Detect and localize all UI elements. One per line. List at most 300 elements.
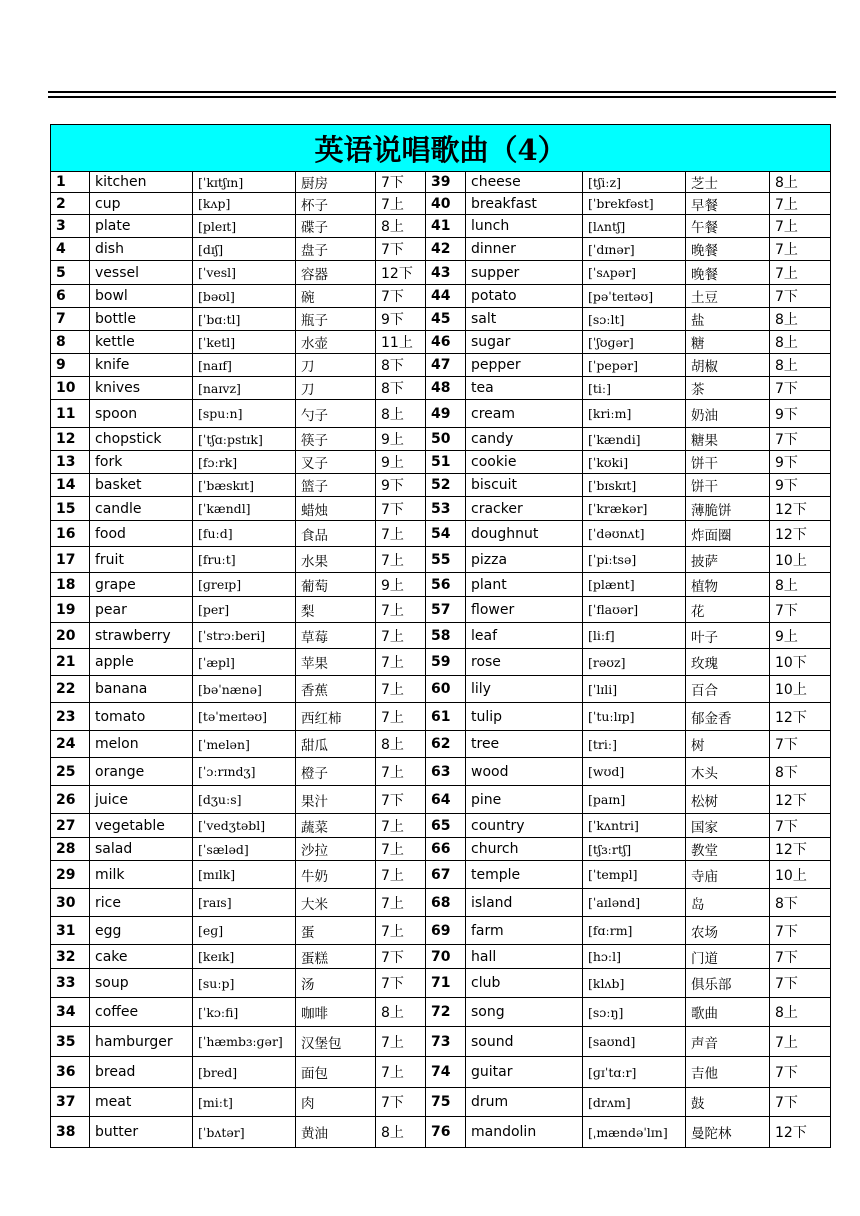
- phonetic: [pleɪt]: [193, 215, 296, 238]
- table-row: [51, 261, 831, 285]
- table-row: [51, 998, 831, 1027]
- phonetic: [fruːt]: [193, 547, 296, 573]
- english-word: cheese: [466, 172, 583, 193]
- word-number: 30: [51, 889, 90, 917]
- chinese-meaning: 岛: [686, 889, 770, 917]
- table-row: [51, 308, 831, 331]
- word-number: 61: [426, 703, 466, 731]
- grade-level: 8上: [770, 354, 831, 377]
- chinese-meaning: 盐: [686, 308, 770, 331]
- phonetic: [wʊd]: [583, 758, 686, 786]
- chinese-meaning: 沙拉: [296, 838, 376, 861]
- word-number: 12: [51, 428, 90, 451]
- phonetic: [keɪk]: [193, 945, 296, 969]
- chinese-meaning: 木头: [686, 758, 770, 786]
- chinese-meaning: 盘子: [296, 238, 376, 261]
- chinese-meaning: 水壶: [296, 331, 376, 354]
- english-word: coffee: [90, 998, 193, 1027]
- english-word: melon: [90, 731, 193, 758]
- chinese-meaning: 薄脆饼: [686, 497, 770, 521]
- phonetic: [ˈvesl]: [193, 261, 296, 285]
- chinese-meaning: 瓶子: [296, 308, 376, 331]
- english-word: plant: [466, 573, 583, 597]
- english-word: cup: [90, 193, 193, 215]
- chinese-meaning: 早餐: [686, 193, 770, 215]
- chinese-meaning: 厨房: [296, 172, 376, 193]
- grade-level: 10上: [770, 676, 831, 703]
- english-word: song: [466, 998, 583, 1027]
- word-number: 8: [51, 331, 90, 354]
- table-row: [51, 238, 831, 261]
- word-number: 6: [51, 285, 90, 308]
- english-word: flower: [466, 597, 583, 623]
- phonetic: [ˈæpl]: [193, 649, 296, 676]
- word-number: 47: [426, 354, 466, 377]
- phonetic: [naɪf]: [193, 354, 296, 377]
- word-number: 59: [426, 649, 466, 676]
- english-word: bottle: [90, 308, 193, 331]
- phonetic: [lʌntʃ]: [583, 215, 686, 238]
- word-number: 25: [51, 758, 90, 786]
- table-row: [51, 623, 831, 649]
- chinese-meaning: 鼓: [686, 1088, 770, 1117]
- english-word: pizza: [466, 547, 583, 573]
- table-row: [51, 917, 831, 945]
- word-number: 2: [51, 193, 90, 215]
- table-row: [51, 945, 831, 969]
- grade-level: 9下: [376, 308, 426, 331]
- english-word: church: [466, 838, 583, 861]
- english-word: farm: [466, 917, 583, 945]
- english-word: doughnut: [466, 521, 583, 547]
- english-word: knives: [90, 377, 193, 400]
- word-number: 10: [51, 377, 90, 400]
- table-row: [51, 703, 831, 731]
- table-row: [51, 172, 831, 193]
- table-row: [51, 451, 831, 474]
- word-number: 31: [51, 917, 90, 945]
- phonetic: [naɪvz]: [193, 377, 296, 400]
- phonetic: [paɪn]: [583, 786, 686, 814]
- table-row: [51, 758, 831, 786]
- word-number: 52: [426, 474, 466, 497]
- word-number: 68: [426, 889, 466, 917]
- table-row: [51, 1117, 831, 1148]
- chinese-meaning: 俱乐部: [686, 969, 770, 998]
- grade-level: 8上: [770, 172, 831, 193]
- grade-level: 7下: [376, 1088, 426, 1117]
- phonetic: [ˈhæmbɜːɡər]: [193, 1027, 296, 1057]
- chinese-meaning: 饼干: [686, 451, 770, 474]
- phonetic: [ˈdəʊnʌt]: [583, 521, 686, 547]
- word-number: 9: [51, 354, 90, 377]
- english-word: tomato: [90, 703, 193, 731]
- chinese-meaning: 声音: [686, 1027, 770, 1057]
- chinese-meaning: 咖啡: [296, 998, 376, 1027]
- word-number: 75: [426, 1088, 466, 1117]
- grade-level: 8上: [770, 573, 831, 597]
- chinese-meaning: 吉他: [686, 1057, 770, 1088]
- phonetic: [ˈketl]: [193, 331, 296, 354]
- phonetic: [ˈdɪnər]: [583, 238, 686, 261]
- grade-level: 7下: [770, 428, 831, 451]
- english-word: butter: [90, 1117, 193, 1148]
- english-word: fruit: [90, 547, 193, 573]
- english-word: cream: [466, 400, 583, 428]
- phonetic: [ˈbɪskɪt]: [583, 474, 686, 497]
- word-number: 44: [426, 285, 466, 308]
- phonetic: [suːp]: [193, 969, 296, 998]
- phonetic: [ˈkrækər]: [583, 497, 686, 521]
- english-word: fork: [90, 451, 193, 474]
- word-number: 29: [51, 861, 90, 889]
- phonetic: [fɔːrk]: [193, 451, 296, 474]
- word-number: 56: [426, 573, 466, 597]
- word-number: 4: [51, 238, 90, 261]
- word-number: 62: [426, 731, 466, 758]
- grade-level: 7上: [376, 917, 426, 945]
- word-number: 50: [426, 428, 466, 451]
- word-number: 20: [51, 623, 90, 649]
- phonetic: [ˈsæləd]: [193, 838, 296, 861]
- word-number: 22: [51, 676, 90, 703]
- english-word: mandolin: [466, 1117, 583, 1148]
- chinese-meaning: 胡椒: [686, 354, 770, 377]
- grade-level: 7上: [376, 838, 426, 861]
- table-row: [51, 400, 831, 428]
- chinese-meaning: 土豆: [686, 285, 770, 308]
- english-word: sound: [466, 1027, 583, 1057]
- grade-level: 10下: [770, 649, 831, 676]
- phonetic: [liːf]: [583, 623, 686, 649]
- phonetic: [bəˈnænə]: [193, 676, 296, 703]
- word-number: 3: [51, 215, 90, 238]
- english-word: bowl: [90, 285, 193, 308]
- phonetic: [tʃiːz]: [583, 172, 686, 193]
- grade-level: 7下: [770, 1057, 831, 1088]
- chinese-meaning: 叉子: [296, 451, 376, 474]
- word-number: 32: [51, 945, 90, 969]
- word-number: 42: [426, 238, 466, 261]
- word-number: 28: [51, 838, 90, 861]
- word-number: 63: [426, 758, 466, 786]
- english-word: spoon: [90, 400, 193, 428]
- chinese-meaning: 碟子: [296, 215, 376, 238]
- grade-level: 7上: [376, 676, 426, 703]
- english-word: temple: [466, 861, 583, 889]
- phonetic: [ˈsʌpər]: [583, 261, 686, 285]
- grade-level: 8下: [770, 758, 831, 786]
- english-word: dish: [90, 238, 193, 261]
- english-word: salt: [466, 308, 583, 331]
- word-number: 76: [426, 1117, 466, 1148]
- phonetic: [mɪlk]: [193, 861, 296, 889]
- english-word: biscuit: [466, 474, 583, 497]
- grade-level: 7下: [770, 285, 831, 308]
- table-row: [51, 1088, 831, 1117]
- english-word: kettle: [90, 331, 193, 354]
- phonetic: [klʌb]: [583, 969, 686, 998]
- phonetic: [dʒuːs]: [193, 786, 296, 814]
- english-word: orange: [90, 758, 193, 786]
- grade-level: 10上: [770, 547, 831, 573]
- phonetic: [ˈbæskɪt]: [193, 474, 296, 497]
- table-row: [51, 285, 831, 308]
- word-number: 1: [51, 172, 90, 193]
- grade-level: 7上: [770, 238, 831, 261]
- english-word: apple: [90, 649, 193, 676]
- chinese-meaning: 植物: [686, 573, 770, 597]
- grade-level: 7下: [770, 917, 831, 945]
- grade-level: 9上: [376, 451, 426, 474]
- english-word: lily: [466, 676, 583, 703]
- table-row: [51, 649, 831, 676]
- word-number: 53: [426, 497, 466, 521]
- phonetic: [ˈkʌntri]: [583, 814, 686, 838]
- phonetic: [ˈtuːlɪp]: [583, 703, 686, 731]
- grade-level: 12下: [770, 521, 831, 547]
- english-word: leaf: [466, 623, 583, 649]
- grade-level: 8上: [376, 1117, 426, 1148]
- english-word: egg: [90, 917, 193, 945]
- english-word: rose: [466, 649, 583, 676]
- word-number: 26: [51, 786, 90, 814]
- english-word: pine: [466, 786, 583, 814]
- chinese-meaning: 容器: [296, 261, 376, 285]
- english-word: candle: [90, 497, 193, 521]
- chinese-meaning: 蔬菜: [296, 814, 376, 838]
- phonetic: [ˈkændi]: [583, 428, 686, 451]
- phonetic: [təˈmeɪtəʊ]: [193, 703, 296, 731]
- grade-level: 7上: [376, 758, 426, 786]
- phonetic: [ˈbrekfəst]: [583, 193, 686, 215]
- phonetic: [ˈflaʊər]: [583, 597, 686, 623]
- phonetic: [rəʊz]: [583, 649, 686, 676]
- chinese-meaning: 刀: [296, 377, 376, 400]
- english-word: supper: [466, 261, 583, 285]
- grade-level: 7下: [770, 731, 831, 758]
- grade-level: 8下: [376, 354, 426, 377]
- phonetic: [ˈmelən]: [193, 731, 296, 758]
- chinese-meaning: 草莓: [296, 623, 376, 649]
- phonetic: [ˈkʊki]: [583, 451, 686, 474]
- table-row: [51, 215, 831, 238]
- english-word: food: [90, 521, 193, 547]
- english-word: dinner: [466, 238, 583, 261]
- english-word: hall: [466, 945, 583, 969]
- chinese-meaning: 门道: [686, 945, 770, 969]
- phonetic: [ˈʃʊɡər]: [583, 331, 686, 354]
- chinese-meaning: 面包: [296, 1057, 376, 1088]
- word-number: 21: [51, 649, 90, 676]
- word-number: 46: [426, 331, 466, 354]
- chinese-meaning: 蛋: [296, 917, 376, 945]
- grade-level: 7下: [376, 285, 426, 308]
- grade-level: 10上: [770, 861, 831, 889]
- grade-level: 8上: [376, 731, 426, 758]
- phonetic: [ˈaɪlənd]: [583, 889, 686, 917]
- word-number: 34: [51, 998, 90, 1027]
- english-word: potato: [466, 285, 583, 308]
- chinese-meaning: 篮子: [296, 474, 376, 497]
- chinese-meaning: 葡萄: [296, 573, 376, 597]
- phonetic: [ˈpepər]: [583, 354, 686, 377]
- chinese-meaning: 果汁: [296, 786, 376, 814]
- chinese-meaning: 教堂: [686, 838, 770, 861]
- chinese-meaning: 农场: [686, 917, 770, 945]
- chinese-meaning: 肉: [296, 1088, 376, 1117]
- chinese-meaning: 奶油: [686, 400, 770, 428]
- phonetic: [ˈstrɔːberi]: [193, 623, 296, 649]
- chinese-meaning: 晚餐: [686, 238, 770, 261]
- chinese-meaning: 水果: [296, 547, 376, 573]
- chinese-meaning: 碗: [296, 285, 376, 308]
- title-row: [51, 125, 831, 172]
- english-word: meat: [90, 1088, 193, 1117]
- word-number: 41: [426, 215, 466, 238]
- chinese-meaning: 筷子: [296, 428, 376, 451]
- english-word: breakfast: [466, 193, 583, 215]
- english-word: strawberry: [90, 623, 193, 649]
- grade-level: 7上: [770, 1027, 831, 1057]
- english-word: tulip: [466, 703, 583, 731]
- grade-level: 7上: [376, 597, 426, 623]
- word-number: 49: [426, 400, 466, 428]
- header-rule-top: [48, 91, 836, 93]
- grade-level: 8下: [376, 377, 426, 400]
- phonetic: [ˈbɑːtl]: [193, 308, 296, 331]
- grade-level: 7上: [376, 1027, 426, 1057]
- english-word: pepper: [466, 354, 583, 377]
- word-number: 67: [426, 861, 466, 889]
- table-row: [51, 786, 831, 814]
- phonetic: [ˌmændəˈlɪn]: [583, 1117, 686, 1148]
- chinese-meaning: 刀: [296, 354, 376, 377]
- phonetic: [ˈtʃɑːpstɪk]: [193, 428, 296, 451]
- table-row: [51, 428, 831, 451]
- grade-level: 7下: [770, 945, 831, 969]
- grade-level: 7下: [376, 238, 426, 261]
- chinese-meaning: 炸面圈: [686, 521, 770, 547]
- phonetic: [fɑːrm]: [583, 917, 686, 945]
- table-row: [51, 814, 831, 838]
- grade-level: 7上: [770, 261, 831, 285]
- table-row: [51, 676, 831, 703]
- word-number: 7: [51, 308, 90, 331]
- word-number: 72: [426, 998, 466, 1027]
- grade-level: 7下: [770, 814, 831, 838]
- english-word: plate: [90, 215, 193, 238]
- page-title: 英语说唱歌曲（4）: [51, 125, 831, 172]
- english-word: cookie: [466, 451, 583, 474]
- phonetic: [ˈkændl]: [193, 497, 296, 521]
- word-number: 51: [426, 451, 466, 474]
- english-word: tea: [466, 377, 583, 400]
- chinese-meaning: 寺庙: [686, 861, 770, 889]
- chinese-meaning: 蜡烛: [296, 497, 376, 521]
- english-word: country: [466, 814, 583, 838]
- grade-level: 12下: [376, 261, 426, 285]
- grade-level: 8上: [376, 400, 426, 428]
- english-word: sugar: [466, 331, 583, 354]
- chinese-meaning: 茶: [686, 377, 770, 400]
- word-number: 45: [426, 308, 466, 331]
- grade-level: 9下: [376, 474, 426, 497]
- chinese-meaning: 国家: [686, 814, 770, 838]
- grade-level: 7下: [770, 1088, 831, 1117]
- english-word: hamburger: [90, 1027, 193, 1057]
- word-number: 65: [426, 814, 466, 838]
- word-number: 24: [51, 731, 90, 758]
- word-number: 11: [51, 400, 90, 428]
- grade-level: 8上: [770, 308, 831, 331]
- chinese-meaning: 汤: [296, 969, 376, 998]
- phonetic: [kriːm]: [583, 400, 686, 428]
- word-number: 16: [51, 521, 90, 547]
- word-number: 57: [426, 597, 466, 623]
- table-row: [51, 377, 831, 400]
- chinese-meaning: 汉堡包: [296, 1027, 376, 1057]
- phonetic: [miːt]: [193, 1088, 296, 1117]
- phonetic: [ɡɪˈtɑːr]: [583, 1057, 686, 1088]
- english-word: cake: [90, 945, 193, 969]
- phonetic: [dɪʃ]: [193, 238, 296, 261]
- phonetic: [spuːn]: [193, 400, 296, 428]
- word-number: 64: [426, 786, 466, 814]
- phonetic: [kʌp]: [193, 193, 296, 215]
- word-number: 17: [51, 547, 90, 573]
- english-word: soup: [90, 969, 193, 998]
- phonetic: [plænt]: [583, 573, 686, 597]
- english-word: pear: [90, 597, 193, 623]
- chinese-meaning: 苹果: [296, 649, 376, 676]
- phonetic: [sɔːlt]: [583, 308, 686, 331]
- chinese-meaning: 歌曲: [686, 998, 770, 1027]
- table-row: [51, 1057, 831, 1088]
- phonetic: [ˈlɪli]: [583, 676, 686, 703]
- chinese-meaning: 西红柿: [296, 703, 376, 731]
- grade-level: 7上: [376, 1057, 426, 1088]
- table-row: [51, 193, 831, 215]
- word-number: 43: [426, 261, 466, 285]
- word-number: 48: [426, 377, 466, 400]
- word-number: 14: [51, 474, 90, 497]
- chinese-meaning: 披萨: [686, 547, 770, 573]
- english-word: wood: [466, 758, 583, 786]
- phonetic: [per]: [193, 597, 296, 623]
- phonetic: [sɔːŋ]: [583, 998, 686, 1027]
- grade-level: 7上: [376, 521, 426, 547]
- word-number: 39: [426, 172, 466, 193]
- english-word: grape: [90, 573, 193, 597]
- grade-level: 7下: [376, 497, 426, 521]
- chinese-meaning: 香蕉: [296, 676, 376, 703]
- english-word: rice: [90, 889, 193, 917]
- english-word: cracker: [466, 497, 583, 521]
- table-row: [51, 969, 831, 998]
- chinese-meaning: 大米: [296, 889, 376, 917]
- english-word: bread: [90, 1057, 193, 1088]
- grade-level: 12下: [770, 703, 831, 731]
- english-word: island: [466, 889, 583, 917]
- table-row: [51, 547, 831, 573]
- grade-level: 8下: [770, 889, 831, 917]
- grade-level: 7下: [376, 969, 426, 998]
- grade-level: 7下: [770, 377, 831, 400]
- word-number: 40: [426, 193, 466, 215]
- english-word: chopstick: [90, 428, 193, 451]
- chinese-meaning: 糖果: [686, 428, 770, 451]
